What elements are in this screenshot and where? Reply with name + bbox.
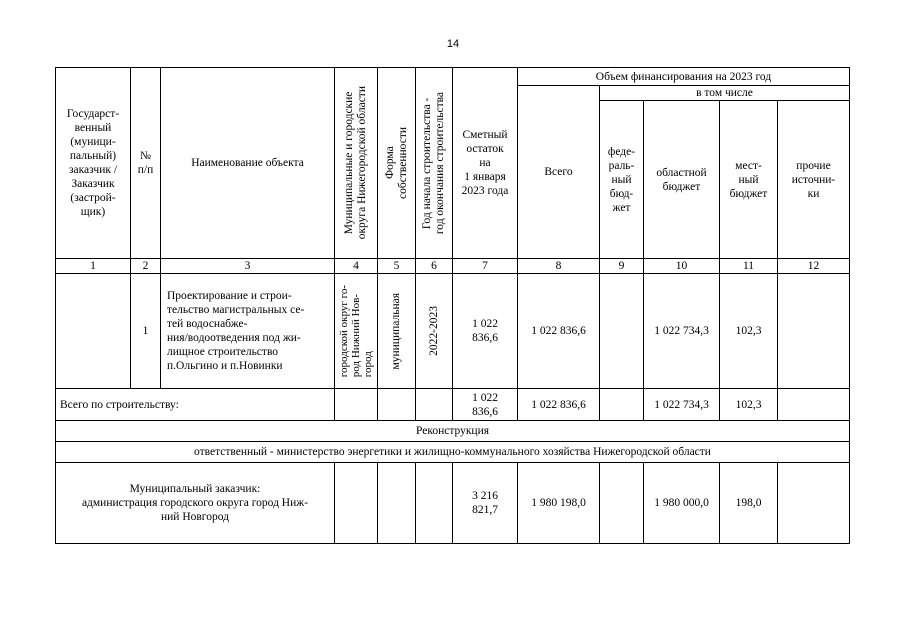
row1-ownership: муниципальная <box>378 274 416 389</box>
subtotal-local: 102,3 <box>720 389 778 421</box>
header-local: мест- ный бюджет <box>720 101 778 259</box>
header-estimate: Сметный остаток на 1 января 2023 года <box>453 68 518 259</box>
column-number: 10 <box>644 259 720 274</box>
empty-cell <box>600 389 644 421</box>
table-row <box>56 274 850 389</box>
row1-customer <box>56 274 131 389</box>
responsible-row: ответственный - министерство энергетики и жилищно-коммунального хозяйства Нижегородской области <box>56 442 850 463</box>
customer-estimate: 3 216 821,7 <box>453 463 518 544</box>
financing-table <box>55 67 850 544</box>
header-total: Всего <box>518 86 600 259</box>
header-federal: феде- раль- ный бюд- жет <box>600 101 644 259</box>
subtotal-regional: 1 022 734,3 <box>644 389 720 421</box>
header-customer: Государст- венный (муници- пальный) заказчик / Заказчик (застрой- щик) <box>56 68 131 259</box>
header-object-name: Наименование объекта <box>161 68 335 259</box>
empty-cell <box>778 463 850 544</box>
subtotal-row <box>56 389 850 421</box>
column-number: 2 <box>131 259 161 274</box>
column-number: 12 <box>778 259 850 274</box>
row1-municipality: городской округ го- род Нижний Нов- город <box>335 274 378 389</box>
row1-federal <box>600 274 644 389</box>
row1-years: 2022-2023 <box>416 274 453 389</box>
column-number: 9 <box>600 259 644 274</box>
header-ownership: Форма собственности <box>378 68 416 259</box>
row1-object: Проектирование и строи- тельство магистральных се- тей водоснабже- ния/водоотведения под жи- лищное строительство п.Ольгино и п.Новинки <box>161 274 335 389</box>
empty-cell <box>378 463 416 544</box>
empty-cell <box>335 389 378 421</box>
empty-cell <box>378 389 416 421</box>
subtotal-label: Всего по строительству: <box>56 389 335 421</box>
page-number: 14 <box>446 38 460 50</box>
section-reconstruction: Реконструкция <box>56 421 850 442</box>
column-number: 4 <box>335 259 378 274</box>
column-number: 7 <box>453 259 518 274</box>
row1-other <box>778 274 850 389</box>
header-years: Год начала строительства - год окончания строительства <box>416 68 453 259</box>
empty-cell <box>416 389 453 421</box>
column-number: 3 <box>161 259 335 274</box>
row1-num: 1 <box>131 274 161 389</box>
empty-cell <box>778 389 850 421</box>
header-municipality: Муниципальные и городские округа Нижегородской области <box>335 68 378 259</box>
customer-label: Муниципальный заказчик: администрация городского округа город Ниж- ний Новгород <box>56 463 335 544</box>
header-financing: Объем финансирования на 2023 год <box>518 68 850 86</box>
subtotal-total: 1 022 836,6 <box>518 389 600 421</box>
column-number: 5 <box>378 259 416 274</box>
empty-cell <box>600 463 644 544</box>
customer-row <box>56 463 850 544</box>
column-numbers-row <box>56 259 850 274</box>
subtotal-estimate: 1 022 836,6 <box>453 389 518 421</box>
header-num: № п/п <box>131 68 161 259</box>
column-number: 8 <box>518 259 600 274</box>
empty-cell <box>416 463 453 544</box>
row1-local: 102,3 <box>720 274 778 389</box>
empty-cell <box>335 463 378 544</box>
column-number: 11 <box>720 259 778 274</box>
customer-regional: 1 980 000,0 <box>644 463 720 544</box>
row1-total: 1 022 836,6 <box>518 274 600 389</box>
row1-regional: 1 022 734,3 <box>644 274 720 389</box>
header-regional: областной бюджет <box>644 101 720 259</box>
customer-local: 198,0 <box>720 463 778 544</box>
row1-estimate: 1 022 836,6 <box>453 274 518 389</box>
column-number: 1 <box>56 259 131 274</box>
header-including: в том числе <box>600 86 850 101</box>
customer-total: 1 980 198,0 <box>518 463 600 544</box>
header-other: прочие источни- ки <box>778 101 850 259</box>
column-number: 6 <box>416 259 453 274</box>
